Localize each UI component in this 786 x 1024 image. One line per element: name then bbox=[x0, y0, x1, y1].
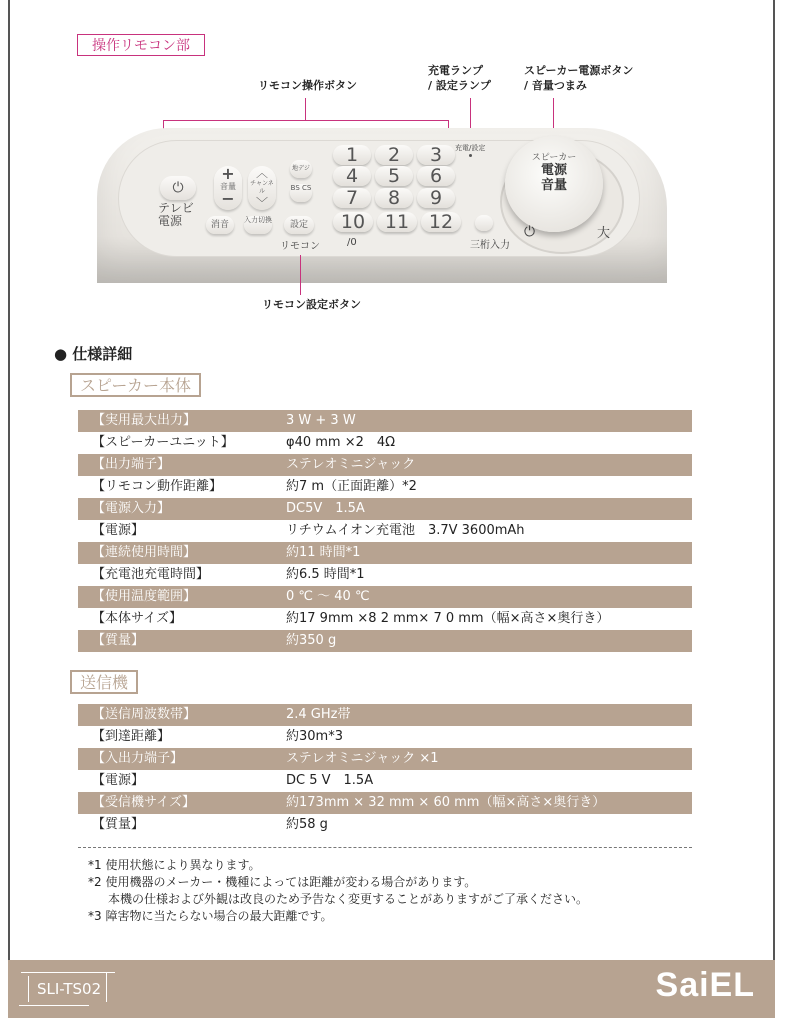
table-row: 【実用最大出力】 3 W + 3 W bbox=[78, 410, 692, 432]
num-key-12[interactable]: 12 bbox=[421, 212, 461, 232]
callout-speaker-power-2: / 音量つまみ bbox=[524, 79, 587, 92]
table-row: 【到達距離】 約30m*3 bbox=[92, 729, 343, 744]
table-row: 【送信周波数帯】 2.4 GHz帯 bbox=[78, 704, 692, 726]
table-row: 【本体サイズ】 約17 9mm ×8 2 mm× 7 0 mm（幅×高さ×奥行き） bbox=[92, 611, 610, 626]
table-row: 【出力端子】 ステレオミニジャック bbox=[78, 454, 692, 476]
table-row: 【電源入力】 DC5V 1.5A bbox=[78, 498, 692, 520]
footnote-1: *1 使用状態により異なります。 bbox=[88, 858, 261, 872]
footnote-2: *2 使用機器のメーカー・機種によっては距離が変わる場合があります。 bbox=[88, 875, 477, 889]
minus-icon: − bbox=[221, 189, 235, 208]
table-row: 【質量】 約58 g bbox=[92, 817, 328, 832]
tv-power-label: テレビ 電源 bbox=[158, 201, 194, 228]
bracket-line bbox=[163, 120, 449, 121]
transmitter-spec-table bbox=[78, 704, 692, 836]
callout-speaker-power-1: スピーカー電源ボタン bbox=[524, 64, 634, 77]
pointer-line bbox=[300, 255, 301, 295]
chevron-up-icon: ︿ bbox=[255, 166, 268, 180]
speaker-power-volume-knob[interactable]: スピーカー 電源 音量 bbox=[505, 136, 603, 232]
input-switch-button[interactable]: 入力切換 bbox=[244, 216, 272, 234]
footnote-2b: 本機の仕様および外観は改良のため予告なく変更することがありますがご了承ください。 bbox=[108, 892, 589, 906]
footnote-3: *3 障害物に当たらない場合の最大距離です。 bbox=[88, 909, 333, 923]
section-tag-remote: 操作リモコン部 bbox=[77, 34, 205, 56]
volume-rocker[interactable]: + 音量 − bbox=[214, 166, 242, 210]
callout-remote-buttons: リモコン操作ボタン bbox=[258, 79, 357, 92]
model-frame-line bbox=[106, 972, 107, 1002]
tv-power-button[interactable] bbox=[160, 176, 196, 200]
num-key-6[interactable]: 6 bbox=[417, 166, 455, 186]
num-key-7[interactable]: 7 bbox=[333, 188, 371, 208]
num-key-4[interactable]: 4 bbox=[333, 166, 371, 186]
num-key-11[interactable]: 11 bbox=[377, 212, 417, 232]
table-row: 【受信機サイズ】 約173mm × 32 mm × 60 mm（幅×高さ×奥行き） bbox=[78, 792, 692, 814]
model-number: SLI-TS02 bbox=[28, 976, 109, 1002]
channel-rocker[interactable]: ︿ チャンネル ﹀ bbox=[248, 166, 276, 210]
num-key-5[interactable]: 5 bbox=[375, 166, 413, 186]
num-key-2[interactable]: 2 bbox=[375, 145, 413, 165]
chevron-down-icon: ﹀ bbox=[255, 196, 268, 210]
settings-caption: リモコン bbox=[280, 241, 320, 252]
transmitter-section-tag: 送信機 bbox=[70, 670, 138, 694]
spec-title: ● 仕様詳細 bbox=[54, 345, 133, 363]
footnotes bbox=[88, 857, 588, 925]
three-digit-label: 三桁入力 bbox=[470, 240, 510, 251]
table-row: 【電源】 リチウムイオン充電池 3.7V 3600mAh bbox=[92, 523, 525, 538]
num-key-3[interactable]: 3 bbox=[417, 145, 455, 165]
footer-band bbox=[8, 960, 775, 1018]
table-row: 【電源】 DC 5 V 1.5A bbox=[92, 773, 374, 788]
callout-charge-lamp-1: 充電ランプ bbox=[428, 64, 483, 77]
settings-button[interactable]: 設定 bbox=[284, 216, 314, 234]
charge-lamp bbox=[469, 154, 472, 157]
table-row: 【入出力端子】 ステレオミニジャック ×1 bbox=[78, 748, 692, 770]
power-icon: ⏻ bbox=[172, 180, 184, 196]
ten-caption: /0 bbox=[347, 237, 357, 248]
speaker-spec-table bbox=[78, 410, 692, 652]
callout-remote-settings: リモコン設定ボタン bbox=[262, 298, 361, 311]
brand-logo: SaiEL bbox=[655, 966, 755, 1004]
callout-charge-lamp-2: / 設定ランプ bbox=[428, 79, 491, 92]
num-key-10[interactable]: 10 bbox=[333, 212, 373, 232]
pointer-line bbox=[305, 98, 306, 120]
table-row: 【充電池充電時間】 約6.5 時間*1 bbox=[92, 567, 365, 582]
table-row: 【使用温度範囲】 0 ℃ ～ 40 ℃ bbox=[78, 586, 692, 608]
terrestrial-button[interactable]: 地デジ bbox=[290, 160, 312, 178]
table-row: 【連続使用時間】 約11 時間*1 bbox=[78, 542, 692, 564]
speaker-section-tag: スピーカー本体 bbox=[70, 373, 201, 397]
num-key-9[interactable]: 9 bbox=[417, 188, 455, 208]
bs-cs-button[interactable]: BS CS bbox=[290, 184, 312, 202]
power-icon: ⏻ bbox=[524, 224, 536, 240]
dashed-divider bbox=[78, 847, 692, 848]
plus-icon: + bbox=[221, 164, 235, 183]
table-row: 【スピーカーユニット】 φ40 mm ×2 4Ω bbox=[92, 435, 396, 450]
num-key-1[interactable]: 1 bbox=[333, 145, 371, 165]
table-row: 【リモコン動作距離】 約7 m（正面距離）*2 bbox=[92, 479, 417, 494]
mute-button[interactable]: 消音 bbox=[206, 216, 234, 234]
volume-max-label: 大 bbox=[597, 226, 611, 241]
num-key-8[interactable]: 8 bbox=[375, 188, 413, 208]
three-digit-button[interactable] bbox=[475, 215, 493, 231]
charge-lamp-label: 充電/設定 bbox=[455, 144, 486, 152]
table-row: 【質量】 約350 g bbox=[78, 630, 692, 652]
